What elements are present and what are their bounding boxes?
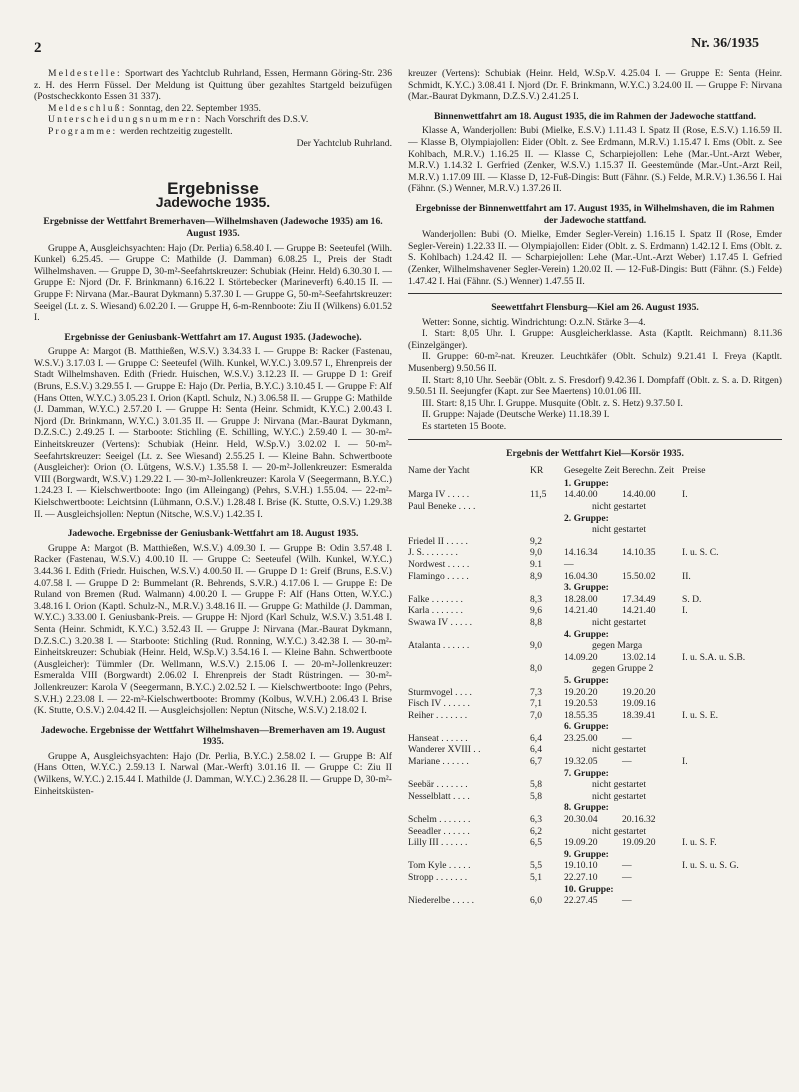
table-row (408, 756, 782, 768)
sailed-time: 20.30.04 (564, 814, 598, 826)
sailed-time: 18.28.00 (564, 593, 598, 605)
kr-value (530, 524, 564, 536)
kr-value: 7,3 (530, 686, 542, 698)
group-label: 9. Gruppe: (564, 848, 609, 860)
corrected-time: 17.34.49 (622, 593, 656, 605)
group-label: 4. Gruppe: (564, 628, 609, 640)
flensburg-line: Wetter: Sonne, sichtig. Windrichtung: O.z.N. Stärke 3—4. (422, 316, 646, 328)
intro-paragraph (34, 68, 392, 103)
sailed-time: 16.04.30 (564, 570, 598, 582)
intro-label: Unterscheidungsnummern: (48, 114, 203, 126)
sailed-time: — (564, 558, 574, 570)
corrected-time: 19.20.20 (622, 686, 656, 698)
sailed-time: 18.55.35 (564, 709, 598, 721)
results-table (408, 465, 782, 907)
col-header-sailed-time: Gesegelte Zeit (564, 465, 620, 477)
yacht-name: Niederelbe . . . . . (408, 895, 475, 907)
table-row (408, 837, 782, 849)
group-label: 8. Gruppe: (564, 802, 609, 814)
corrected-time: 15.50.02 (622, 570, 656, 582)
intro-text: werden rechtzeitig zugestellt. (117, 125, 233, 137)
corrected-time: — (622, 756, 632, 768)
divider (408, 293, 782, 294)
sailed-time: 14.21.40 (564, 605, 598, 617)
kr-value: 6,7 (530, 756, 542, 768)
yacht-name: Sturmvogel . . . . (408, 686, 472, 698)
yacht-name: Seeadler . . . . . . (408, 825, 470, 837)
row-note: nicht gestartet (592, 524, 647, 536)
prize (682, 687, 752, 699)
issue-number: Nr. 36/1935 (691, 36, 759, 51)
yacht-name: Fisch IV . . . . . . (408, 698, 470, 710)
group-label: 6. Gruppe: (564, 721, 609, 733)
result-text: Gruppe A: Margot (B. Matthießen, W.S.V.) 4.09.30 I. — Gruppe B: Odin 3.57.48 I. Racker (Fastenau, W.S.V.) 4.00.10 II. — Gruppe C: Seeteufel (Wilh. Kunkel, W.Y.C.) 3.44.36 I. Edith (Friedr. Huischen, W.S.V.) 4.00.50 II. — Gruppe D 1: Greif (Bruns, E.S.V.) 4.07.58 I. — Gruppe D 2: Bummelant (R. Behrends, S.V.R.) 4.17.06 I. — Gruppe E: De Ruland von Bremen (Rud. Walmann) 4.00.20 I. — Gruppe F: Alf (Hans Otten, W.Y.C.) 3.48.16 I. Orion (Kaptl. Schulz-N., M.R.V.) 3.48.16 II. — Gruppe G: Mathilde (J. Damman, W.Y.C.) 3.33.00 I. Geniusbank-Preis. — Gruppe H: Njord (Karl Schulz, W.S.V.) 3.51.48 I. Senta (Heinr. Schmidt, K.Y.C.) 3.52.43 II. — Gruppe J: Nirvana (Mar.-Baurat Dykmann, D.Z.S.C.) 3.20.38 I. — Starboote: Stichling (Rud. Ronning, W.Y.C.) 3.42.38 I. — 30-m²-Einheitskreuzer: Schubiak (Heinr. Held, W.Sp.V.) 3.54.16 I. — Kleine Bahn. Schwertboote (Ausgleicher): Tümmler (Dr. Wellmann, W.S.V.) 2.15.06 I. — 20-m²-Jollenkreuzer: Esmeralda VIII (Borgwardt) 2.06.02 I. Ehrenpreis der Stadt Rüstringen. — 30-m²-Jollenkreuzer: Karola V (Seegermann, B.Y.C.) 2.02.52 I. — Kielschwertboote: Ingo (Pehrs, S.V.H.) 2.23.08 I. — 22-m²-Kielschwertboote: Brommy (Kolbus, W.V.H.) 2.06.43 I. Brise (K. Stutte, O.S.V.) 2.04.42 II. — Ausgleichsjollen: Neptun (Nitsche, W.S.V.) 2.18.02 I. (34, 542, 392, 717)
yacht-name: Falke . . . . . . . (408, 593, 463, 605)
row-note: nicht gestartet (592, 779, 647, 791)
intro-paragraph (34, 114, 392, 126)
yacht-name: Swawa IV . . . . . (408, 616, 473, 628)
kr-value: 9,0 (530, 547, 542, 559)
row-note: gegen Gruppe 2 (592, 663, 654, 675)
sailed-time: 22.27.45 (564, 895, 598, 907)
table-row (408, 791, 782, 803)
table-row (408, 687, 782, 699)
group-label: 7. Gruppe: (564, 767, 609, 779)
yacht-name: Marga IV . . . . . (408, 489, 470, 501)
yacht-name: Karla . . . . . . . (408, 605, 463, 617)
kr-value: 9,0 (530, 640, 542, 652)
corrected-time: — (622, 872, 632, 883)
page-number: 2 (34, 40, 42, 56)
kr-value: 5,8 (530, 779, 542, 791)
prize: I. (682, 489, 688, 501)
prize (682, 559, 752, 571)
table-row (408, 652, 782, 664)
yacht-name: Nesselblatt . . . . (408, 790, 470, 802)
corrected-time (622, 559, 682, 571)
table-row (408, 872, 782, 884)
yacht-name: Lilly III . . . . . . (408, 837, 468, 849)
kr-value: 8,9 (530, 570, 542, 582)
prize: I. (682, 756, 688, 768)
sailed-time: 23.25.00 (564, 732, 598, 744)
kr-value: 9,6 (530, 605, 542, 617)
section-subtitle: Jadewoche 1935. (155, 193, 271, 210)
table-row (408, 710, 782, 722)
kr-value: 6,0 (530, 895, 542, 907)
table-row (408, 501, 782, 513)
sailed-time: 14.40.00 (564, 489, 598, 501)
table-row (408, 489, 782, 501)
corrected-time: 14.10.35 (622, 547, 656, 559)
result-heading: Binnenwettfahrt am 18. August 1935, die im Rahmen der Jadewoche stattfand. (433, 110, 756, 122)
divider (408, 439, 782, 440)
flensburg-heading: Seewettfahrt Flensburg—Kiel am 26. August 1935. (491, 302, 699, 314)
kr-value: 7,1 (530, 698, 542, 710)
kr-value: 6,4 (530, 732, 542, 744)
yacht-name: Hanseat . . . . . . (408, 732, 468, 744)
prize: I. u. S. E. (682, 709, 718, 721)
yacht-name: Mariane . . . . . . (408, 756, 469, 768)
intro-text: Sportwart des Yachtclub Ruhrland, Essen, Hermann Göring-Str. 236 z. H. des Herrn Füssel. Der Meldung ist Quittung über gezahltes Startgeld beizufügen (Postscheckkonto Essen 31 337). (34, 68, 392, 103)
table-row (408, 733, 782, 745)
flensburg-line: Es starteten 15 Boote. (422, 421, 507, 433)
kr-value: 8,0 (530, 663, 542, 675)
yacht-name: Friedel II . . . . . (408, 535, 468, 547)
corrected-time: 14.40.00 (622, 489, 656, 501)
prize: II. (682, 570, 691, 582)
kr-value: 6,4 (530, 744, 542, 756)
result-heading: Jadewoche. Ergebnisse der Wettfahrt Wilhelmshaven—Bremerhaven am 19. August 1935. (40, 724, 386, 748)
kr-value: 5,5 (530, 860, 542, 872)
left-column (34, 68, 392, 797)
table-header (408, 465, 782, 477)
table-row (408, 594, 782, 606)
table-row (408, 698, 782, 710)
yacht-name: Wanderer XVIII . . (408, 744, 481, 756)
prize (682, 895, 752, 907)
kr-value: 9.1 (530, 558, 542, 570)
flensburg-line: I. Start: 8,05 Uhr. I. Gruppe: Ausgleicherklasse. Asta (Kaptlt. Reichmann) 8.11.36 (Einzelgänger). (408, 328, 782, 351)
row-note: nicht gestartet (592, 501, 647, 512)
corrected-time (622, 536, 682, 548)
yacht-name: Atalanta . . . . . . (408, 640, 470, 652)
continuation-text: kreuzer (Vertens): Schubiak (Heinr. Held, W.Sp.V. 4.25.04 I. — Gruppe E: Senta (Heinr. Schmidt, K.Y.C.) 3.08.41 I. Njord (Dr. F. Brinkmann, W.Y.C.) 3.24.00 II. — Gruppe F: Nirvana (Mar.-Baurat Dykmann, D.Z.S.V.) 2.41.25 I. (408, 68, 782, 103)
intro-paragraph (34, 126, 392, 138)
yacht-name: Schelm . . . . . . . (408, 814, 471, 826)
yacht-name: Tom Kyle . . . . . (408, 860, 471, 872)
flensburg-line: II. Gruppe: 60-m²-nat. Kreuzer. Leuchtkäfer (Oblt. Schulz) 9.21.41 I. Freya (Kaptlt. Musenberg) 9.50.56 II. (408, 351, 782, 375)
result-heading: Ergebnisse der Geniusbank-Wettfahrt am 17. August 1935. (Jadewoche). (64, 331, 362, 343)
prize (682, 733, 752, 745)
kr-value: 5,8 (530, 790, 542, 802)
row-note: nicht gestartet (592, 825, 647, 837)
right-sections (408, 111, 782, 287)
flensburg-line: III. Start: 8,15 Uhr. I. Gruppe. Musquite (Oblt. z. S. Hetz) 9.37.50 I. (422, 397, 683, 409)
corrected-time: 20.16.32 (622, 814, 656, 826)
row-note: gegen Marga (592, 640, 643, 652)
col-header-prizes: Preise (682, 465, 706, 477)
corrected-time: — (622, 732, 632, 744)
group-label: 3. Gruppe: (564, 582, 609, 594)
kr-value: 11,5 (530, 489, 547, 501)
col-header-name: Name der Yacht (408, 465, 470, 477)
yacht-name: J. S. . . . . . . . (408, 547, 458, 559)
section-title: Ergebnisse (167, 179, 259, 199)
prize (682, 814, 752, 826)
kr-value: 8,3 (530, 593, 542, 605)
prize: I. u. S. F. (682, 837, 717, 849)
table-body (408, 478, 782, 907)
intro-label: Meldestelle: (48, 68, 122, 79)
corrected-time: 18.39.41 (622, 709, 656, 721)
prize (682, 536, 752, 548)
right-column (408, 68, 782, 907)
yacht-name (408, 663, 530, 675)
kr-value: 5,1 (530, 872, 542, 883)
table-row (408, 617, 782, 629)
sailed-time: 14.16.34 (564, 547, 598, 559)
table-row (408, 605, 782, 617)
yacht-name: Stropp . . . . . . . (408, 872, 468, 883)
corrected-time: — (622, 860, 632, 872)
result-text: Gruppe A: Margot (B. Matthießen, W.S.V.) 3.34.33 I. — Gruppe B: Racker (Fastenau, W.S.V.) 3.17.03 I. — Gruppe C: Seeteufel (Wilh. Kunkel, W.Y.C.) 3.09.57 I., Ehrenpreis der Stadt Wilhelmshaven. Edith (Friedr. Huischen, W.S.V.) 3.12.23 II. — Gruppe D 1: Greif (Bruns, E.S.V.) 3.29.55 I. — Gruppe E: Hajo (Dr. Perlia, B.Y.C.) 3.10.45 I. — Gruppe F: Alf (Hans Otten, W.Y.C.) 3.05.23 I. Orion (Kaptl. Schulz, N.) 3.06.58 II. — Gruppe G: Mathilde (J. Damman, W.Y.C.) 2.57.20 I. — Gruppe H: Senta (Heinr. Schmidt, K.Y.C.) 2.00.43 I. Njord (Dr. Brinkmann, W.Y.C.) 3.01.35 II. — Gruppe J: Nirvana (Mar.-Baurat Dykmann, D.Z.S.C.) 2.49.25 I. — Starboote: Stichling (E. Schilling, W.Y.C.) 2.59.40 I. — 30-m²-Einheitskreuzer (Vertens): Schubiak (Heinr. Held, W.Sp.V.) 3.02.02 I. — 50-m²-Seefahrtskreuzer: Seeigel (Lt. z. See Wiesand) 2.55.25 I. — Kleine Bahn. Schwertboote (Ausgleicher): Orion (O. Lütgens, W.S.V.) 1.35.58 I. — 20-m²-Jollenkreuzer: Esmeralda VIII (Borgwardt, W.S.V.) 1.29.22 I. — 30-m²-Jollenkreuzer: Karola V (Seegermann, B.Y.C.) 1.24.23 I. — Kielschwertboote: Ingo (im Alleingang) (Pehrs, S.V.H.) 1.55.04. — 22-m²-Kielschwertboote: Leichtsinn (Lühmann, O.S.V.) 1.28.48 I. Brise (K. Stutte, O.S.V.) 1.29.38 II. — Ausgleichsjollen: Neptun (Nitsche, W.S.V.) 1.42.35 I. (34, 346, 392, 520)
yacht-name: Nordwest . . . . . (408, 558, 470, 570)
table-row (408, 860, 782, 872)
sailed-time (564, 536, 622, 548)
kr-value (530, 652, 564, 664)
corrected-time: 19.09.16 (622, 698, 656, 710)
sailed-time: 19.09.20 (564, 837, 598, 849)
group-label: 10. Gruppe: (564, 883, 614, 895)
group-label: 2. Gruppe: (564, 512, 609, 524)
korsoer-heading: Ergebnis der Wettfahrt Kiel—Korsör 1935. (506, 447, 684, 459)
kr-value: 7,0 (530, 709, 542, 721)
yacht-name: Flamingo . . . . . (408, 570, 469, 582)
result-text: Gruppe A, Ausgleichsyachten: Hajo (Dr. Perlia) 6.58.40 I. — Gruppe B: Seeteufel (Wilh. Kunkel) 6.25.45. — Gruppe C: Mathilde (J. Damman) 6.08.25 I., Preis der Stadt Wilhelmshaven. — Gruppe D, 30-m²-Seefahrtskreuzer: Schubiak (Heinr. Held) 6.30.30 I. — Gruppe E: Njord (Dr. F. Brinkmann) 6.16.22 I. Störtebecker (Marineverft) 6.40.15 II. — Gruppe F: Nirvana (Mar.-Baurat Dykmann) 5.37.30 I. — Gruppe G, 50-m²-Seefahrtskreuzer: Seeigel (Lt. z. S. Wiesand) 6.02.20 I. — Gruppe H, 6-m-Rennboote: Ziu II (Wilkens) 6.01.52 I. (34, 242, 393, 324)
result-text: Wanderjollen: Bubi (O. Mielke, Emder Segler-Verein) 1.16.15 I. Spatz II (Rose, Emder Segler-Verein) 1.22.33 II. — Olympiajollen: Eider (Oblt. z. S. Erdmann) 1.42.12 I. Ems (Oblt. z. S. Kohlbach) 1.24.42 II. — Scharpiejollen: Lehe (Mar.-Unt.-Arzt Weber) 1.17.45 I. Gefried (Zenker, Wilhelmshavener Segler-Verein) 1.20.02 II. — 12-Fuß-Dingis: Butt (Fähnr. (S.) Felde) 1.47.42 I. Hai (Fähnr. (S.) Wenner) 1.47.55 II. (408, 229, 782, 287)
prize: I. u. S. u. S. G. (682, 860, 739, 872)
group-label: 5. Gruppe: (564, 674, 609, 686)
row-note: nicht gestartet (592, 616, 647, 628)
table-row (408, 895, 782, 907)
col-header-kr: KR (530, 465, 544, 477)
table-row (408, 663, 782, 675)
result-heading: Jadewoche. Ergebnisse der Geniusbank-Wettfahrt am 18. August 1935. (67, 528, 359, 540)
kr-value: 9,2 (530, 535, 542, 547)
flensburg-results (408, 317, 782, 433)
signature: Der Yachtclub Ruhrland. (296, 137, 392, 149)
intro-text: Nach Vorschrift des D.S.V. (202, 114, 309, 126)
sailed-time: 19.10.10 (564, 860, 598, 872)
kr-value: 6,3 (530, 814, 542, 826)
corrected-time: — (622, 895, 632, 907)
prize: I. (682, 605, 688, 617)
yacht-name: Paul Beneke . . . . (408, 501, 476, 512)
intro-label: Programme: (48, 125, 118, 137)
corrected-time: 19.09.20 (622, 837, 656, 849)
kr-value (530, 501, 564, 513)
yacht-name: Seebär . . . . . . . (408, 779, 468, 791)
table-row (408, 814, 782, 826)
prize (682, 872, 752, 884)
table-row (408, 826, 782, 838)
row-note: nicht gestartet (592, 744, 647, 756)
table-row (408, 524, 782, 536)
flensburg-line: II. Start: 8,10 Uhr. Seebär (Oblt. z. S. Fresdorf) 9.42.36 I. Dompfaff (Oblt. z. S. a. D. Ritgen) 9.50.51 II. Seejungfer (Kapt. zur See Maertens) 10.01.06 III. (408, 374, 782, 398)
yacht-name: Reiher . . . . . . . (408, 709, 468, 721)
result-heading: Ergebnisse der Wettfahrt Bremerhaven—Wilhelmshaven (Jadewoche 1935) am 16. August 1935. (43, 216, 383, 239)
intro-label: Meldeschluß: (48, 102, 127, 114)
result-heading: Ergebnisse der Binnenwettfahrt am 17. August 1935, in Wilhelmshaven, die im Rahmen der Jadewoche stattfand. (415, 202, 775, 226)
sailed-time: 19.32.05 (564, 756, 598, 768)
table-row (408, 559, 782, 571)
kr-value: 8,8 (530, 616, 542, 628)
table-row (408, 547, 782, 559)
table-row (408, 571, 782, 583)
group-label: 1. Gruppe: (564, 477, 609, 489)
col-header-corrected-time: Berechn. Zeit (622, 465, 675, 477)
sailed-time: 14.09.20 (564, 651, 598, 663)
flensburg-line: II. Gruppe: Najade (Deutsche Werke) 11.18.39 I. (422, 409, 610, 421)
table-row (408, 640, 782, 652)
result-text: Klasse A, Wanderjollen: Bubi (Mielke, E.S.V.) 1.11.43 I. Spatz II (Rose, E.S.V.) 1.16.59 II. — Klasse B, Olympiajollen: Eider (Oblt. z. See Erdmann, M.R.V.) 1.15.47 I. Ems (Oblt. z. See Kohlbach, M.R.V.) 1.16.25 II. — Klasse C, Scharpiejollen: Lehe (Mar.-Unt.-Arzt Weber, M.R.V.) 1.14.32 I. Gerfried (Zenker, W.S.V.) 1.15.37 II. Geestemünde (Mar.-Unt.-Arzt Reil, M.R.V.) 1.17.09 III. — Klasse D, 12-Fuß-Dingis: Butt (Fähnr. (S.) Felde, M.R.V.) 1.36.56 I. Hai (Fähnr. (S.) Wenner, M.R.V.) 1.37.26 II. (408, 125, 782, 195)
intro-block (34, 68, 392, 138)
table-row (408, 744, 782, 756)
prize (682, 698, 752, 710)
intro-text: Sonntag, den 22. September 1935. (126, 102, 261, 114)
sailed-time: 19.20.53 (564, 698, 598, 710)
sailed-time: 22.27.10 (564, 872, 598, 883)
table-row (408, 779, 782, 791)
prize: S. D. (682, 593, 702, 605)
corrected-time: 13.02.14 (622, 651, 656, 663)
left-sections (34, 216, 392, 797)
sailed-time: 19.20.20 (564, 686, 598, 698)
row-note: nicht gestartet (592, 790, 647, 802)
corrected-time: 14.21.40 (622, 605, 656, 617)
prize: I. u. S.A. u. S.B. (682, 651, 746, 663)
prize: I. u. S. C. (682, 547, 719, 559)
result-text: Gruppe A, Ausgleichsyachten: Hajo (Dr. Perlia, B.Y.C.) 2.58.02 I. — Gruppe B: Alf (Hans Otten, W.Y.C.) 2.59.13 I. Narwal (Mar.-Werft) 3.01.16 II. — Gruppe C: Ziu II (Wilkens, W.Y.C.) 2.15.44 I. Mathilde (J. Damman, W.Y.C.) 2.36.28 II. — Gruppe D, 30-m²-Einheitsküsten- (34, 750, 392, 797)
kr-value: 6,2 (530, 825, 542, 837)
intro-paragraph (34, 103, 392, 115)
table-row (408, 536, 782, 548)
yacht-name (408, 652, 530, 664)
kr-value: 6,5 (530, 837, 542, 849)
yacht-name (408, 524, 530, 536)
